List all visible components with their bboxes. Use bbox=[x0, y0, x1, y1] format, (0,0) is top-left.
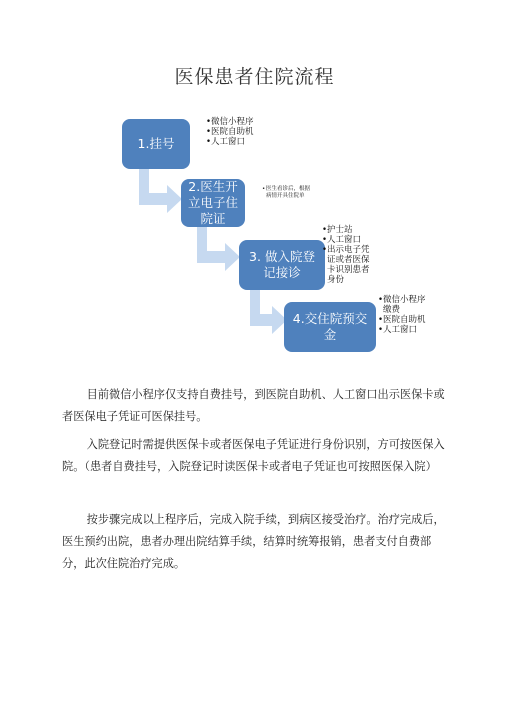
step-4-notes bbox=[378, 295, 432, 335]
step-4-note: • 微信小程序缴费 bbox=[378, 295, 432, 315]
step-3-label: 3. 做入院登记接诊 bbox=[249, 249, 315, 280]
arrow-step1-to-step2 bbox=[139, 169, 185, 215]
paragraph: 目前微信小程序仅支持自费挂号，到医院自助机、人工窗口出示医保卡或者医保电子凭证可医保挂号。 bbox=[62, 388, 445, 423]
step-4-note: • 医院自助机 bbox=[378, 315, 432, 325]
step-4-label: 4.交住院预交金 bbox=[292, 311, 368, 342]
step-1-notes bbox=[206, 117, 258, 147]
step-1-note: • 微信小程序 bbox=[206, 117, 258, 127]
page-title: 医保患者住院流程 bbox=[174, 66, 335, 88]
step-3-note: • 人工窗口 bbox=[322, 235, 370, 245]
step-3-box bbox=[239, 240, 325, 290]
step-1-note: • 人工窗口 bbox=[206, 137, 258, 147]
step-3-notes bbox=[322, 225, 370, 285]
step-2-box bbox=[181, 179, 245, 227]
step-4-box bbox=[284, 302, 376, 352]
step-3-note: • 护士站 bbox=[322, 225, 370, 235]
step-1-note: • 医院自助机 bbox=[206, 127, 258, 137]
step-2-notes bbox=[262, 186, 310, 200]
paragraph: 入院登记时需提供医保卡或者医保电子凭证进行身份识别，方可按医保入院。（患者自费挂号，入院登记时读医保卡或者电子凭证也可按照医保入院） bbox=[62, 438, 445, 473]
step-1-box bbox=[122, 119, 190, 169]
step-1-label: 1.挂号 bbox=[137, 136, 175, 151]
paragraph: 按步骤完成以上程序后，完成入院手续，到病区接受治疗。治疗完成后，医生预约出院，患者办理出院结算手续，结算时统筹报销，患者支付自费部分，此次住院治疗完成。 bbox=[62, 513, 445, 570]
step-2-note: • 医生看诊后，根据病情开具住院单 bbox=[262, 186, 310, 200]
step-3-note: • 出示电子凭证或者医保卡识别患者身份 bbox=[322, 245, 370, 285]
step-4-note: • 人工窗口 bbox=[378, 325, 432, 335]
arrow-step2-to-step3 bbox=[197, 227, 243, 273]
step-2-label: 2.医生开立电子住院证 bbox=[187, 179, 238, 226]
